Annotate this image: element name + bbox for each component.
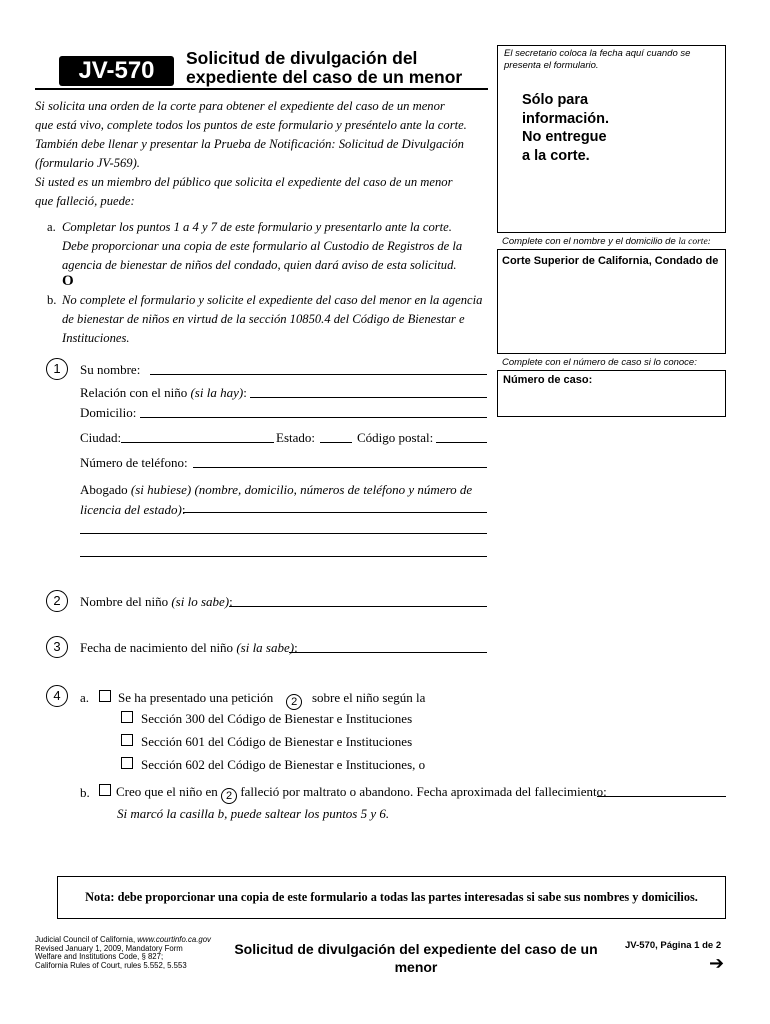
court-caption-main: Complete con el nombre y el domicilio de <box>502 236 679 247</box>
form-id-badge: JV-570 <box>59 56 174 86</box>
item-1-number: 1 <box>46 358 68 380</box>
city-field[interactable] <box>121 428 274 443</box>
form-title <box>186 49 462 87</box>
option-b-line: de bienestar de niños en virtud de la sección 10850.4 del Código de Bienestar e <box>62 312 465 326</box>
option-b-line: Instituciones. <box>62 331 130 345</box>
clerk-stamp-box <box>497 45 726 233</box>
footer-council: Judicial Council of California, <box>35 935 138 944</box>
lawyer-field-line2[interactable] <box>80 521 487 534</box>
court-name-box[interactable] <box>497 249 726 354</box>
clerk-note-line1: El secretario coloca la fecha aquí cuando se <box>504 48 691 59</box>
form-title-line2: expediente del caso de un menor <box>186 67 463 87</box>
page-form-id: JV-570, <box>625 940 658 951</box>
birthdate-hint: (si la sabe) <box>236 640 295 655</box>
relation-label <box>80 385 247 401</box>
option-a-text <box>62 218 462 275</box>
court-name-label: Corte Superior de California, Condado de <box>502 255 719 267</box>
court-caption <box>502 236 711 247</box>
info-line2: información. <box>522 110 610 127</box>
lawyer-text: Abogado <box>80 482 131 497</box>
footer-title-line1: Solicitud de divulgación del expediente del caso de un <box>234 941 598 957</box>
address-label: Domicilio: <box>80 405 137 420</box>
petition-text <box>118 690 425 710</box>
lawyer-field-line3[interactable] <box>80 544 487 557</box>
zip-label: Código postal: <box>357 430 434 445</box>
death-text-1: Creo que el niño en <box>116 784 218 799</box>
skip-note: Si marcó la casilla b, puede saltear los puntos 5 y 6. <box>117 806 390 821</box>
lawyer-field[interactable] <box>183 498 487 513</box>
petition-filed-checkbox[interactable] <box>99 690 111 702</box>
case-caption: Complete con el número de caso si lo conoce: <box>502 357 697 368</box>
birthdate-field[interactable] <box>289 638 487 653</box>
birthdate-text: Fecha de nacimiento del niño <box>80 640 237 655</box>
option-a-letter: a. <box>47 220 56 234</box>
item-4-number: 4 <box>46 685 68 707</box>
death-checkbox[interactable] <box>99 784 111 796</box>
info-line4: a la corte. <box>522 147 590 164</box>
death-date-field[interactable] <box>597 782 726 797</box>
death-text <box>116 784 607 804</box>
lawyer-hint: (si hubiese) (nombre, domicilio, números de teléfono y número de <box>130 482 473 497</box>
option-b-line: No complete el formulario y solicite el expediente del caso del menor en la agencia <box>62 293 483 307</box>
intro-line: Si usted es un miembro del público que solicita el expediente del caso de un menor <box>35 175 453 189</box>
birthdate-colon: : <box>294 640 298 655</box>
item-3-number: 3 <box>46 636 68 658</box>
item-4a-letter: a. <box>80 690 90 705</box>
intro-paragraph <box>35 97 467 211</box>
relation-field[interactable] <box>250 383 487 398</box>
petition-text-1: Se ha presentado una petición <box>118 690 274 705</box>
case-number-box[interactable] <box>497 370 726 417</box>
your-name-label: Su nombre: <box>80 362 141 377</box>
relation-text: Relación con el niño <box>80 385 191 400</box>
lawyer-hint2: licencia del estado) <box>80 502 182 517</box>
child-name-field[interactable] <box>229 592 487 607</box>
page-count: Página 1 de 2 <box>657 940 722 951</box>
footer-revised: Revised January 1, 2009, Mandatory Form <box>35 943 183 953</box>
title-rule <box>35 88 488 90</box>
phone-label: Número de teléfono: <box>80 455 188 470</box>
form-title-line1: Solicitud de divulgación del <box>186 48 418 68</box>
option-a-line: Debe proporcionar una copia de este formulario al Custodio de Registros de la <box>62 239 463 253</box>
section-300-label: Sección 300 del Código de Bienestar e Instituciones <box>141 711 413 726</box>
note-box <box>57 876 726 919</box>
child-name-colon: : <box>229 594 233 609</box>
clerk-note-line2: presenta el formulario. <box>504 60 599 71</box>
section-300-checkbox[interactable] <box>121 711 133 723</box>
death-text-2: falleció por maltrato o abandono. Fecha aproximada del fallecimiento: <box>240 784 607 799</box>
option-b-text <box>62 291 482 348</box>
section-601-label: Sección 601 del Código de Bienestar e Instituciones <box>141 734 413 749</box>
page-number <box>625 940 721 951</box>
next-page-arrow-icon: ➔ <box>709 953 725 973</box>
footer-info <box>35 936 211 970</box>
lawyer-colon: : <box>181 502 186 517</box>
item-2-ref-icon: 2 <box>286 694 302 710</box>
or-separator: O <box>62 273 74 289</box>
intro-line: que está vivo, complete todos los puntos de este formulario y preséntelo ante la corte. <box>35 118 467 132</box>
section-601-checkbox[interactable] <box>121 734 133 746</box>
info-only-text <box>522 91 609 165</box>
option-a-line: Completar los puntos 1 a 4 y 7 de este formulario y presentarlo ante la corte. <box>62 220 452 234</box>
info-line1: Sólo para <box>522 92 589 108</box>
birthdate-label <box>80 640 298 656</box>
zip-field[interactable] <box>436 428 487 443</box>
note-text: Nota: debe proporcionar una copia de este formulario a todas las partes interesadas si sabe sus nombres y domicilios. <box>85 890 698 904</box>
relation-hint: (si la hay) <box>190 385 244 400</box>
state-label: Estado: <box>276 430 315 445</box>
city-label: Ciudad: <box>80 430 122 445</box>
child-name-text: Nombre del niño <box>80 594 172 609</box>
item-2-ref-icon: 2 <box>221 788 237 804</box>
footer-title <box>226 940 606 976</box>
state-field[interactable] <box>320 428 352 443</box>
your-name-field[interactable] <box>150 360 487 375</box>
child-name-label <box>80 594 233 610</box>
item-2-number: 2 <box>46 590 68 612</box>
item-4b-letter: b. <box>80 785 90 800</box>
intro-line: Si solicita una orden de la corte para obtener el expediente del caso de un menor <box>35 99 445 113</box>
section-602-label: Sección 602 del Código de Bienestar e Instituciones, o <box>141 757 426 772</box>
case-number-label: Número de caso: <box>503 374 593 386</box>
child-name-hint: (si lo sabe) <box>171 594 230 609</box>
footer-website[interactable]: www.courtinfo.ca.gov <box>137 935 211 944</box>
address-field[interactable] <box>140 403 487 418</box>
option-b-letter: b. <box>47 293 57 307</box>
footer-title-line2: menor <box>394 959 438 975</box>
court-caption-tail: la corte: <box>678 237 711 247</box>
intro-line: (formulario JV-569). <box>35 156 140 170</box>
info-line3: No entregue <box>522 129 607 145</box>
section-602-checkbox[interactable] <box>121 757 133 769</box>
petition-text-2: sobre el niño según la <box>311 690 426 705</box>
footer-code: Welfare and Institutions Code, § 827; <box>35 952 164 962</box>
phone-field[interactable] <box>193 453 487 468</box>
option-a-line: agencia de bienestar de niños del condado, quien dará aviso de esta solicitud. <box>62 258 457 272</box>
footer-rules: California Rules of Court, rules 5.552, 5.553 <box>35 960 187 970</box>
intro-line: que falleció, puede: <box>35 194 135 208</box>
intro-line: También debe llenar y presentar la Prueba de Notificación: Solicitud de Divulgación <box>35 137 464 151</box>
relation-colon: : <box>243 385 247 400</box>
